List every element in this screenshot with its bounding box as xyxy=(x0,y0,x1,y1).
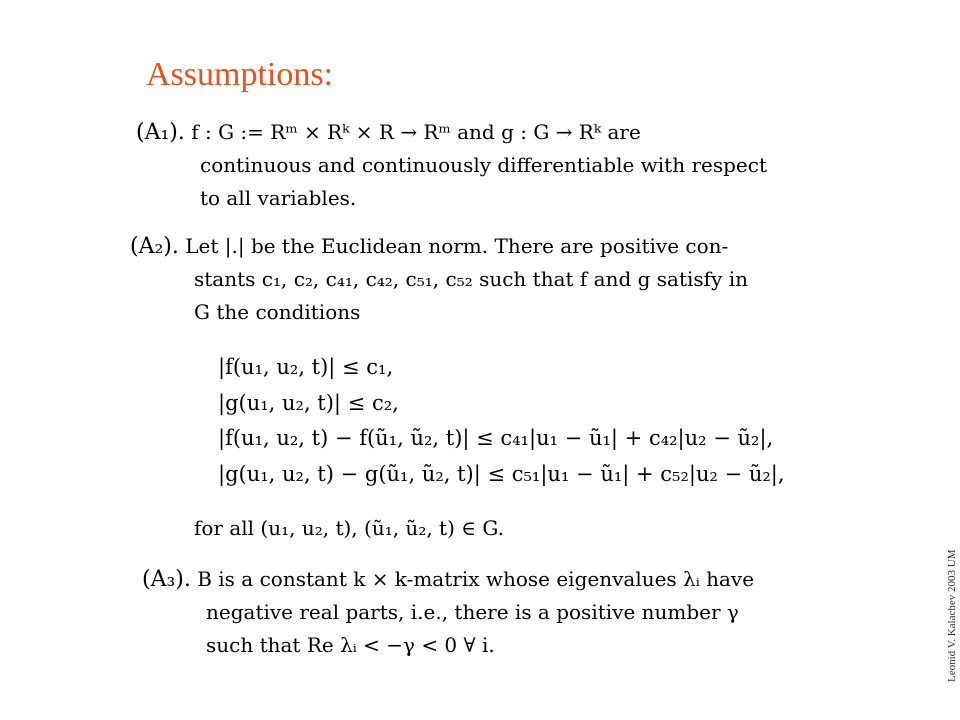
assumption-a2-line-1 xyxy=(130,230,748,263)
assumption-a3-text-3: such that Re λᵢ < −γ < 0 ∀ i. xyxy=(206,633,495,657)
author-credit: Leonid V. Kalachev 2003 UM xyxy=(946,549,958,682)
assumption-a3-label: (A₃). xyxy=(142,567,191,592)
assumption-a3-line-1 xyxy=(142,563,754,596)
assumption-a1-label: (A₁). xyxy=(136,120,185,145)
assumption-a2-conditions xyxy=(218,350,785,492)
assumption-a2-label: (A₂). xyxy=(130,234,179,259)
condition-g-bound: |g(u₁, u₂, t)| ≤ c₂, xyxy=(218,390,399,415)
assumption-a3-line-2 xyxy=(142,596,754,629)
assumption-a2-text-1: Let |.| be the Euclidean norm. There are positive con- xyxy=(185,234,729,258)
assumption-a2-text-2: stants c₁, c₂, c₄₁, c₄₂, c₅₁, c₅₂ such that f and g satisfy in xyxy=(194,267,749,291)
assumption-a1-line-1 xyxy=(136,116,767,149)
condition-g-lipschitz: |g(u₁, u₂, t) − g(ũ₁, ũ₂, t)| ≤ c₅₁|u₁ − ũ₁| + c₅₂|u₂ − ũ₂|, xyxy=(218,461,785,486)
slide-title: Assumptions: xyxy=(146,56,334,93)
assumption-a1-text-3: to all variables. xyxy=(200,186,357,210)
assumption-a2-text-3: G the conditions xyxy=(194,300,361,324)
assumption-a2-footer: for all (u₁, u₂, t), (ũ₁, ũ₂, t) ∈ G. xyxy=(194,516,505,540)
assumption-a3-text-1: B is a constant k × k-matrix whose eigenvalues λᵢ have xyxy=(197,567,755,591)
assumption-a1-line-2 xyxy=(136,149,767,182)
condition-f-bound: |f(u₁, u₂, t)| ≤ c₁, xyxy=(218,355,394,379)
assumption-a1 xyxy=(136,116,767,215)
assumption-a1-line-3 xyxy=(136,182,767,215)
condition-f-lipschitz: |f(u₁, u₂, t) − f(ũ₁, ũ₂, t)| ≤ c₄₁|u₁ − ũ₁| + c₄₂|u₂ − ũ₂|, xyxy=(218,426,774,450)
assumption-a2-line-3 xyxy=(130,296,748,329)
assumption-a2-line-2 xyxy=(130,263,748,296)
assumption-a1-text-1: f : G := Rᵐ × Rᵏ × R → Rᵐ and g : G → Rᵏ are xyxy=(191,120,641,144)
assumption-a3-text-2: negative real parts, i.e., there is a positive number γ xyxy=(206,600,739,624)
assumption-a2 xyxy=(130,230,748,329)
assumption-a1-text-2: continuous and continuously differentiable with respect xyxy=(200,153,767,177)
assumption-a3-line-3 xyxy=(142,629,754,662)
assumption-a3 xyxy=(142,563,754,662)
